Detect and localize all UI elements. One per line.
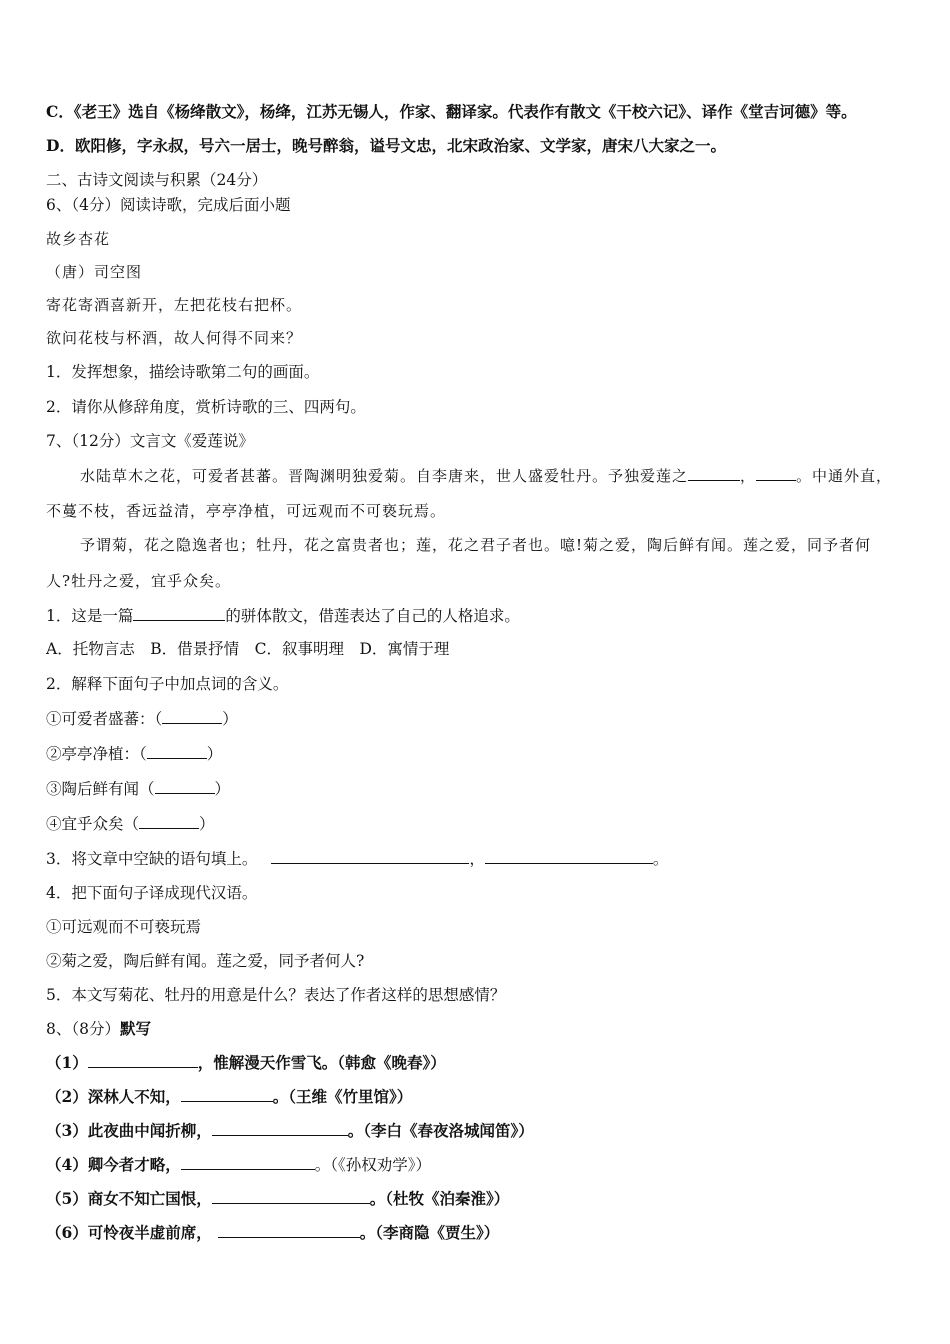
q8-line-2 (46, 1085, 412, 1108)
q8-line-4 (46, 1153, 431, 1176)
q8-line-3 (46, 1119, 534, 1142)
answer-blank[interactable] (155, 777, 215, 794)
answer-blank[interactable] (688, 464, 740, 481)
answer-blank[interactable] (162, 707, 222, 724)
answer-blank[interactable] (271, 847, 469, 864)
q8-line-5 (46, 1187, 509, 1210)
poem-title: 故乡杏花 (46, 230, 111, 248)
q7-para-2-line-2: 人?牡丹之爱，宜乎众矣。 (46, 572, 232, 590)
item-end: 。 (652, 850, 669, 868)
q8-line-6 (46, 1221, 499, 1244)
q6-sub-2: 2．请你从修辞角度，赏析诗歌的三、四两句。 (46, 398, 366, 416)
answer-blank[interactable] (756, 464, 796, 481)
q7-para-1-text-b: 。中通外直， (796, 467, 893, 485)
line-b: 。（杜牧《泊秦淮》） (369, 1189, 510, 1208)
q7-sub-2-item-4 (46, 812, 215, 835)
q8-title-b: 默写 (119, 1019, 151, 1038)
answer-blank[interactable] (218, 1221, 360, 1238)
item-close: ） (214, 780, 231, 798)
item-close: ） (199, 815, 215, 833)
q7-sub-1 (46, 604, 520, 627)
q7-sub-1-b: 的骈体散文，借莲表达了自己的人格追求。 (225, 607, 520, 625)
q7-sub-2-item-1 (46, 707, 238, 730)
option-d: D．欧阳修，字永叔，号六一居士，晚号醉翁，谥号文忠，北宋政治家、文学家，唐宋八大家之一。 (46, 136, 726, 155)
q7-sub-2-item-3 (46, 777, 230, 800)
item-text: ③陶后鲜有闻（ (46, 780, 155, 798)
item-text: ④宜乎众矣（ (46, 815, 140, 833)
item-close: ） (222, 710, 238, 728)
answer-blank[interactable] (88, 1051, 198, 1068)
section-heading: 二、古诗文阅读与积累（24分） (46, 171, 268, 189)
q7-sub-5: 5．本文写菊花、牡丹的用意是什么？表达了作者这样的思想感情？ (46, 986, 506, 1004)
q8-line-1 (46, 1051, 446, 1074)
item-comma: ， (469, 850, 485, 868)
item-close: ） (206, 745, 223, 763)
line-a: （3）此夜曲中闻折柳， (46, 1121, 212, 1140)
q7-para-1-text-a: 水陆草木之花，可爱者甚蕃。晋陶渊明独爱菊。自李唐来，世人盛爱牡丹。予独爱莲之 (80, 467, 689, 485)
item-text: ②亭亭净植：（ (46, 745, 147, 763)
item-text: ①可爱者盛蕃：（ (46, 710, 163, 728)
q6-sub-1: 1．发挥想象，描绘诗歌第二句的画面。 (46, 363, 320, 381)
q7-sub-2: 2．解释下面句子中加点词的含义。 (46, 675, 289, 693)
answer-blank[interactable] (181, 1153, 315, 1170)
q6-title: 6、（4分）阅读诗歌，完成后面小题 (46, 196, 291, 214)
poem-author: （唐）司空图 (46, 263, 143, 281)
answer-blank[interactable] (139, 812, 199, 829)
item-text: 3．将文章中空缺的语句填上。 (46, 850, 258, 868)
q7-sub-4-item-2: ②菊之爱，陶后鲜有闻。莲之爱，同予者何人? (46, 952, 365, 970)
q8-title (46, 1018, 151, 1040)
q7-title: 7、（12分）文言文《爱莲说》 (46, 432, 254, 450)
line-a: （1） (46, 1053, 88, 1072)
line-b: ，惟解漫天作雪飞。（韩愈《晚春》） (197, 1053, 446, 1072)
line-b: 。（李白《春夜洛城闻笛》） (347, 1121, 534, 1140)
answer-blank[interactable] (147, 742, 207, 759)
q8-title-a: 8、（8分） (46, 1020, 120, 1038)
q7-para-1-line-2: 不蔓不枝，香远益清，亭亭净植，可远观而不可亵玩焉。 (46, 502, 447, 520)
answer-blank[interactable] (485, 847, 653, 864)
q7-sub-1-options: A．托物言志 B．借景抒情 C．叙事明理 D．寓情于理 (46, 640, 450, 658)
line-b: 。（王维《竹里馆》） (272, 1087, 413, 1106)
q7-sub-2-item-2 (46, 742, 222, 765)
line-b: 。（李商隐《贾生》） (359, 1223, 500, 1242)
line-a: （6）可怜夜半虚前席， (46, 1223, 212, 1242)
q7-para-1-comma: ， (740, 467, 757, 485)
answer-blank[interactable] (181, 1085, 273, 1102)
line-a: （4）卿今者才略， (46, 1155, 181, 1174)
q7-sub-4-item-1: ①可远观而不可亵玩焉 (46, 918, 202, 936)
q7-para-2-line-1: 予谓菊，花之隐逸者也；牡丹，花之富贵者也；莲，花之君子者也。噫!菊之爱，陶后鲜有闻。莲之爱，同予者何 (80, 536, 872, 554)
poem-line-1: 寄花寄酒喜新开，左把花枝右把杯。 (46, 296, 303, 314)
option-c: C．《老王》选自《杨绛散文》，杨绛，江苏无锡人，作家、翻译家。代表作有散文《干校六记》、译作《堂吉诃德》等。 (46, 102, 857, 121)
q7-para-1-line-1 (80, 464, 892, 487)
q7-sub-3 (46, 847, 668, 870)
answer-blank[interactable] (133, 604, 225, 621)
line-b: 。（《孙权劝学》） (314, 1156, 432, 1174)
answer-blank[interactable] (212, 1187, 370, 1204)
q7-sub-4: 4．把下面句子译成现代汉语。 (46, 884, 258, 902)
line-a: （5）商女不知亡国恨， (46, 1189, 212, 1208)
poem-line-2: 欲问花枝与杯酒，故人何得不同来？ (46, 329, 303, 347)
q7-sub-1-a: 1．这是一篇 (46, 607, 134, 625)
line-a: （2）深林人不知， (46, 1087, 181, 1106)
answer-blank[interactable] (212, 1119, 348, 1136)
